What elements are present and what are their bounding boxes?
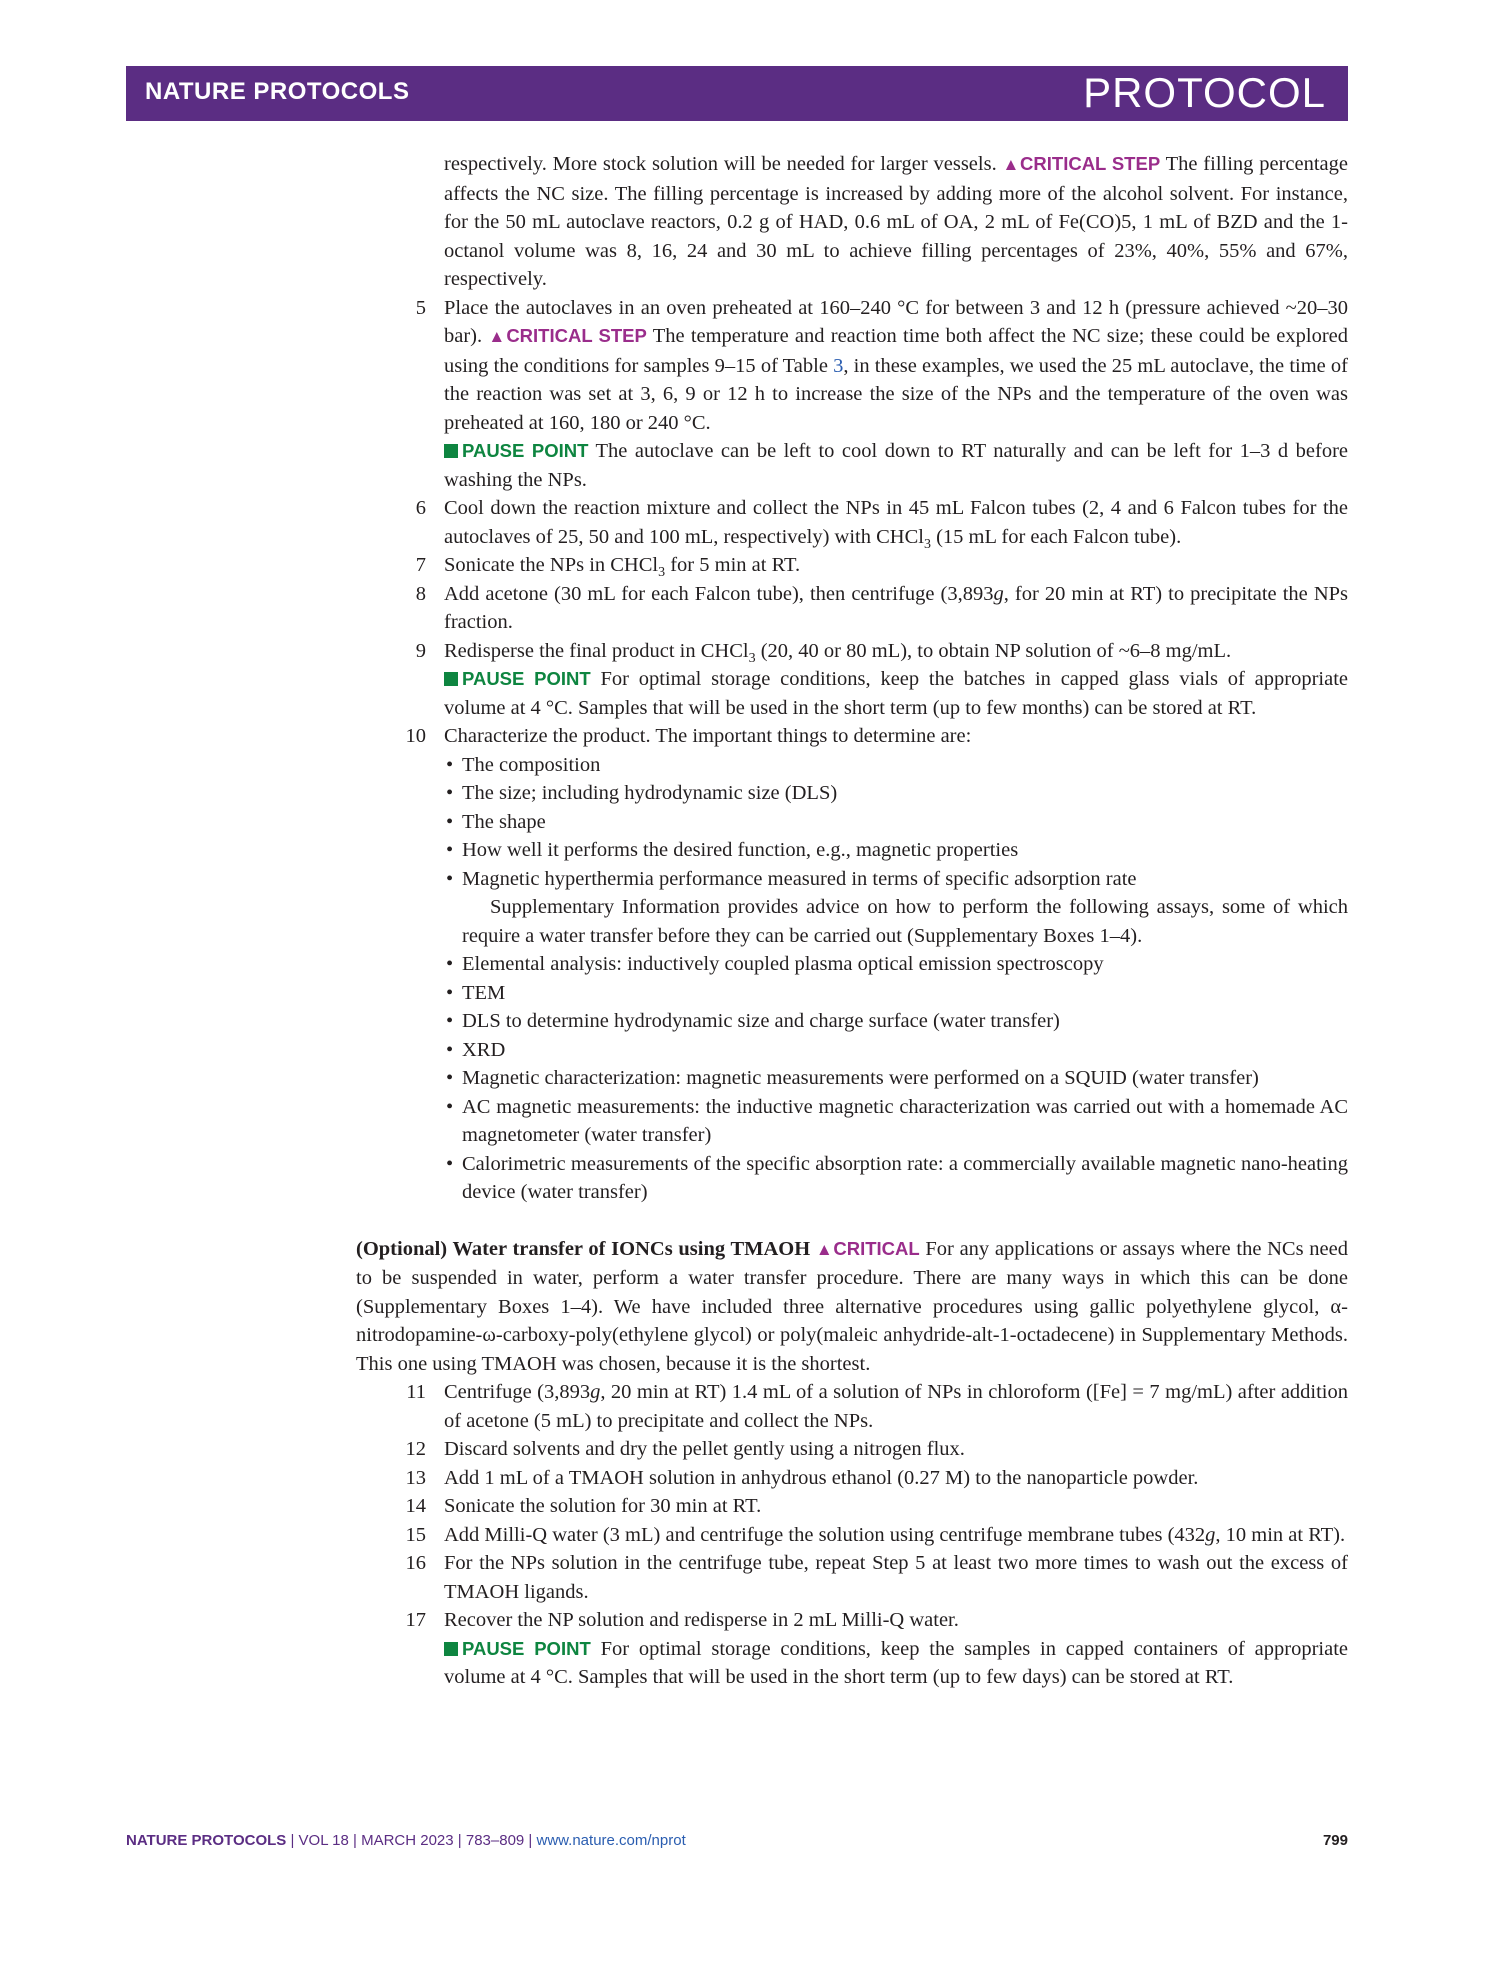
section-water-transfer: (Optional) Water transfer of IONCs using TMAOH ▲CRITICAL For any applications or assays where the NCs need to be suspended in water, perform a water transfer procedure. There are many ways in which this can be done (Supplementary Boxes 1–4). We have included three alternative procedures using gallic polyethylene glycol, α-nitrodopamine-ω-carboxy-poly(ethylene glycol) or poly(maleic anhydride-alt-1-octadecene) in Supplementary Methods. This one using TMAOH was chosen, because it is the shortest.	[356, 1237, 1349, 1375]
warning-triangle-icon: ▲	[488, 327, 507, 346]
step-number: 16	[405, 1552, 426, 1574]
step-11: 11 Centrifuge (3,893g, 20 min at RT) 1.4 mL of a solution of NPs in chloroform ([Fe] = 7 mg/mL) after addition of acetone (5 mL) to precipitate and collect the NPs.	[400, 1378, 1348, 1435]
step-number: 7	[415, 554, 426, 576]
step-number: 9	[415, 639, 426, 662]
footer: NATURE PROTOCOLS | VOL 18 | MARCH 2023 | 783–809 | www.nature.com/nprot 799	[126, 1832, 1348, 1849]
step-5: 5 Place the autoclaves in an oven preheated at 160–240 °C for between 3 and 12 h (pressure achieved ~20–30 bar). ▲CRITICAL STEP The temperature and reaction time both affect the NC size; these could be explored using the conditions for samples 9–15 of Table 3, in these examples, we used the 25 mL autoclave, the time of the reaction was set at 3, 6, 9 or 12 h to increase the size of the NPs and the temperature of the oven was preheated at 160, 180 or 240 °C. PAUSE POINT The autoclave can be left to cool down to RT naturally and can be left for 1–3 d before washing the NPs.	[400, 294, 1348, 495]
list-item: • How well it performs the desired function, e.g., magnetic properties	[444, 836, 1348, 865]
article-type: PROTOCOL	[1083, 69, 1326, 116]
step-6: 6 Cool down the reaction mixture and collect the NPs in 45 mL Falcon tubes (2, 4 and 6 Falcon tubes for the autoclaves of 25, 50 and 100 mL, respectively) with CHCl$_3$ (15 mL for each Falcon tube).	[400, 494, 1348, 551]
warning-triangle-icon: ▲	[815, 1239, 834, 1259]
step-7: 7 Sonicate the NPs in CHCl$_3$ for 5 min at RT.	[400, 551, 1348, 580]
pause-square-icon	[444, 672, 458, 686]
step-number: 11	[406, 1381, 426, 1403]
footer-pages: 783–809	[465, 1832, 525, 1849]
list-item: • Magnetic hyperthermia performance measured in terms of specific adsorption rate	[444, 865, 1348, 894]
footer-journal: NATURE PROTOCOLS	[126, 1832, 287, 1849]
list-item: • DLS to determine hydrodynamic size and charge surface (water transfer)	[444, 1007, 1348, 1036]
table-link[interactable]: 3	[833, 354, 844, 377]
list-item: • TEM	[444, 979, 1348, 1008]
step-10: 10 Characterize the product. The important things to determine are: • The composition • The size; including hydrodynamic size (DLS) • The shape • How well it performs the desired function, e.g., magnetic properties • Magnetic hyperthermia performance measured in terms of specific adsorption rate Supplementary Information provides advice on how to perform the following assays, some of which require a water transfer before they can be carried out (Supplementary Boxes 1–4). • Elemental analysis: inductively coupled plasma optical emission spectroscopy • TEM • DLS to determine hydrodynamic size and charge surface (water transfer) • XRD • Magnetic characterization: magnetic measurements were performed on a SQUID (water transfer) • AC magnetic measurements: the inductive magnetic characterization was carried out with a homemade AC magnetometer (water transfer) • Calorimetric measurements of the specific absorption rate: a commercially available magnetic nano-heating device (water transfer)	[400, 722, 1348, 1207]
step-number: 5	[415, 296, 426, 319]
footer-date: MARCH 2023	[361, 1832, 454, 1849]
main-content	[356, 150, 1349, 1692]
step-16: 16 For the NPs solution in the centrifuge tube, repeat Step 5 at least two more times to wash out the excess of TMAOH ligands.	[400, 1549, 1348, 1606]
step-4-continued: respectively. More stock solution will be needed for larger vessels. ▲CRITICAL STEP The filling percentage affects the NC size. The filling percentage is increased by adding more of the alcohol solvent. For instance, for the 50 mL autoclave reactors, 0.2 g of HAD, 0.6 mL of OA, 2 mL of Fe(CO)5, 1 mL of BZD and the 1-octanol volume was 8, 16, 24 and 30 mL to achieve filling percentages of 23%, 40%, 55% and 67%, respectively.	[444, 153, 1348, 290]
list-item: • AC magnetic measurements: the inductive magnetic characterization was carried out with a homemade AC magnetometer (water transfer)	[444, 1093, 1348, 1150]
critical-step-label: ▲CRITICAL STEP	[1002, 153, 1161, 174]
step-number: 15	[405, 1523, 426, 1546]
step-12: 12 Discard solvents and dry the pellet gently using a nitrogen flux.	[400, 1435, 1348, 1464]
critical-step-label: ▲CRITICAL STEP	[488, 325, 647, 346]
step-number: 12	[405, 1438, 426, 1460]
list-item: • The composition	[444, 751, 1348, 780]
pause-point-label: PAUSE POINT	[444, 668, 591, 689]
journal-name: NATURE PROTOCOLS	[145, 78, 410, 105]
section-title: (Optional) Water transfer of IONCs using TMAOH	[356, 1237, 811, 1260]
step-15: 15 Add Milli-Q water (3 mL) and centrifuge the solution using centrifuge membrane tubes (432g, 10 min at RT).	[400, 1521, 1348, 1550]
warning-triangle-icon: ▲	[1002, 155, 1021, 174]
list-item: • Magnetic characterization: magnetic measurements were performed on a SQUID (water transfer)	[444, 1064, 1348, 1093]
supplementary-note: Supplementary Information provides advice on how to perform the following assays, some of which require a water transfer before they can be carried out (Supplementary Boxes 1–4).	[462, 896, 1348, 947]
footer-volume: VOL 18	[298, 1832, 349, 1849]
header-bar	[126, 66, 1348, 121]
step-9: 9 Redisperse the final product in CHCl$_3$ (20, 40 or 80 mL), to obtain NP solution of ~6–8 mg/mL. PAUSE POINT For optimal storage conditions, keep the batches in capped glass vials of appropriate volume at 4 °C. Samples that will be used in the short term (up to few months) can be stored at RT.	[400, 637, 1348, 723]
step-13: 13 Add 1 mL of a TMAOH solution in anhydrous ethanol (0.27 M) to the nanoparticle powder.	[400, 1464, 1348, 1493]
pause-square-icon	[444, 444, 458, 458]
step-17: 17 Recover the NP solution and redisperse in 2 mL Milli-Q water. PAUSE POINT For optimal storage conditions, keep the samples in capped containers of appropriate volume at 4 °C. Samples that will be used in the short term (up to few days) can be stored at RT.	[400, 1606, 1348, 1692]
step-number: 8	[415, 582, 426, 605]
list-item: • Calorimetric measurements of the specific absorption rate: a commercially available magnetic nano-heating device (water transfer)	[444, 1150, 1348, 1207]
step-number: 10	[405, 725, 426, 747]
step-number: 6	[415, 497, 426, 519]
pause-square-icon	[444, 1642, 458, 1656]
step-number: 17	[405, 1609, 426, 1631]
step-number: 14	[405, 1495, 426, 1517]
pause-point-label: PAUSE POINT	[444, 1638, 591, 1659]
footer-url[interactable]: www.nature.com/nprot	[536, 1832, 686, 1849]
pause-point-label: PAUSE POINT	[444, 440, 588, 461]
list-item: • XRD	[444, 1036, 1348, 1065]
step-8: 8 Add acetone (30 mL for each Falcon tube), then centrifuge (3,893g, for 20 min at RT) to precipitate the NPs fraction.	[400, 580, 1348, 637]
list-item: • The shape	[444, 808, 1348, 837]
page-number: 799	[1322, 1832, 1348, 1849]
critical-label: ▲CRITICAL	[815, 1237, 920, 1259]
list-item: • Elemental analysis: inductively coupled plasma optical emission spectroscopy	[444, 950, 1348, 979]
step-14: 14 Sonicate the solution for 30 min at RT.	[400, 1492, 1348, 1521]
list-item: • The size; including hydrodynamic size (DLS)	[444, 779, 1348, 808]
step-number: 13	[405, 1466, 426, 1489]
